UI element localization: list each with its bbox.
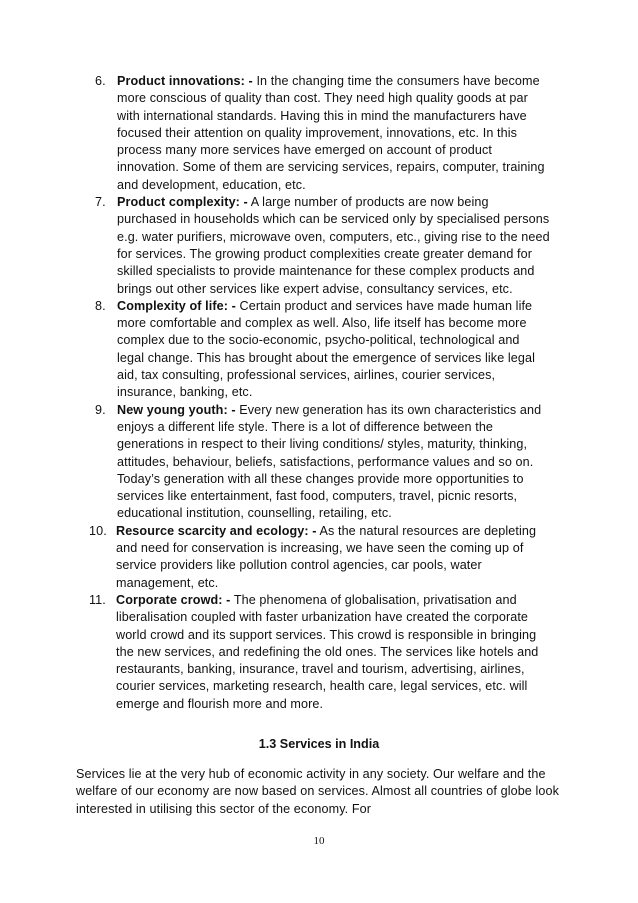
item-body: In the changing time the consumers have become more conscious of quality than cost. They need high quality goods at par with international standards. Having this in mind the manufacturers have focused their attention on quality improvement, innovations, etc. In this process many more services have emerged on account of product innovation. Some of them are servicing services, repairs, computer, training and development, education, etc.	[117, 74, 545, 192]
item-body: A large number of products are now being purchased in households which can be serviced only by specialised persons e.g. water purifiers, microwave oven, computers, etc., giving rise to the need for services. The growing product complexities create greater demand for skilled specialists to provide maintenance for these complex products and brings out other services like expert advise, consultancy services, etc.	[117, 195, 550, 296]
item-title: Resource scarcity and ecology: -	[116, 523, 317, 538]
item-number: 6.	[95, 74, 106, 88]
section-paragraph: Services lie at the very hub of economic activity in any society. Our welfare and the welfare of our economy are now based on services. Almost all countries of globe look interested in utilising this sector of the economy. For	[76, 767, 560, 816]
item-title: Corporate crowd: -	[116, 592, 231, 607]
list-item-9	[80, 402, 550, 523]
item-body: The phenomena of globalisation, privatisation and liberalisation coupled with faster urbanization have created the corporate world crowd and its support services. This crowd is responsible in bringing the new services, and redefining the old ones. The services like hotels and restaurants, banking, insurance, travel and tourism, advertising, airlines, courier services, marketing research, health care, legal services, etc. will emerge and flourish more and more.	[116, 592, 539, 711]
item-number: 11.	[89, 592, 106, 607]
item-title: Complexity of life: -	[117, 298, 236, 313]
list-item-7	[80, 194, 550, 298]
list-item-8	[80, 298, 550, 402]
item-body: Every new generation has its own characteristics and enjoys a different life style. There is a lot of difference between the generations in respect to their living conditions/ styles, maturity, thinking, attitudes, behaviour, beliefs, satisfactions, performance values and so on. Today’s generation with all these changes provide more opportunities to services like entertainment, fast food, computers, travel, picnic resorts, educational institution, counselling, retailing, etc.	[117, 402, 542, 521]
item-number: 10.	[89, 523, 107, 538]
section-heading: 1.3 Services in India	[258, 737, 380, 751]
item-number: 7.	[95, 195, 106, 210]
item-number: 9.	[95, 402, 106, 417]
numbered-list	[80, 73, 550, 713]
item-body: Certain product and services have made human life more comfortable and complex as well. Also, life itself has become more complex due to the socio-economic, psycho-political, technological and legal change. This has brought about the emergence of services like legal aid, tax consulting, professional services, airlines, courier services, insurance, banking, etc.	[117, 298, 536, 400]
item-number: 8.	[95, 298, 106, 313]
item-title: Product innovations: -	[117, 74, 253, 88]
list-item-6	[80, 73, 550, 194]
item-title: New young youth: -	[117, 402, 236, 417]
page-number: 10	[313, 835, 325, 847]
list-item-11	[80, 592, 550, 713]
item-body: As the natural resources are depleting and need for conservation is increasing, we have seen the coming up of service providers like pollution control agencies, car pools, water management, etc.	[116, 523, 537, 590]
item-title: Product complexity: -	[117, 195, 248, 210]
list-item-10	[80, 523, 550, 592]
